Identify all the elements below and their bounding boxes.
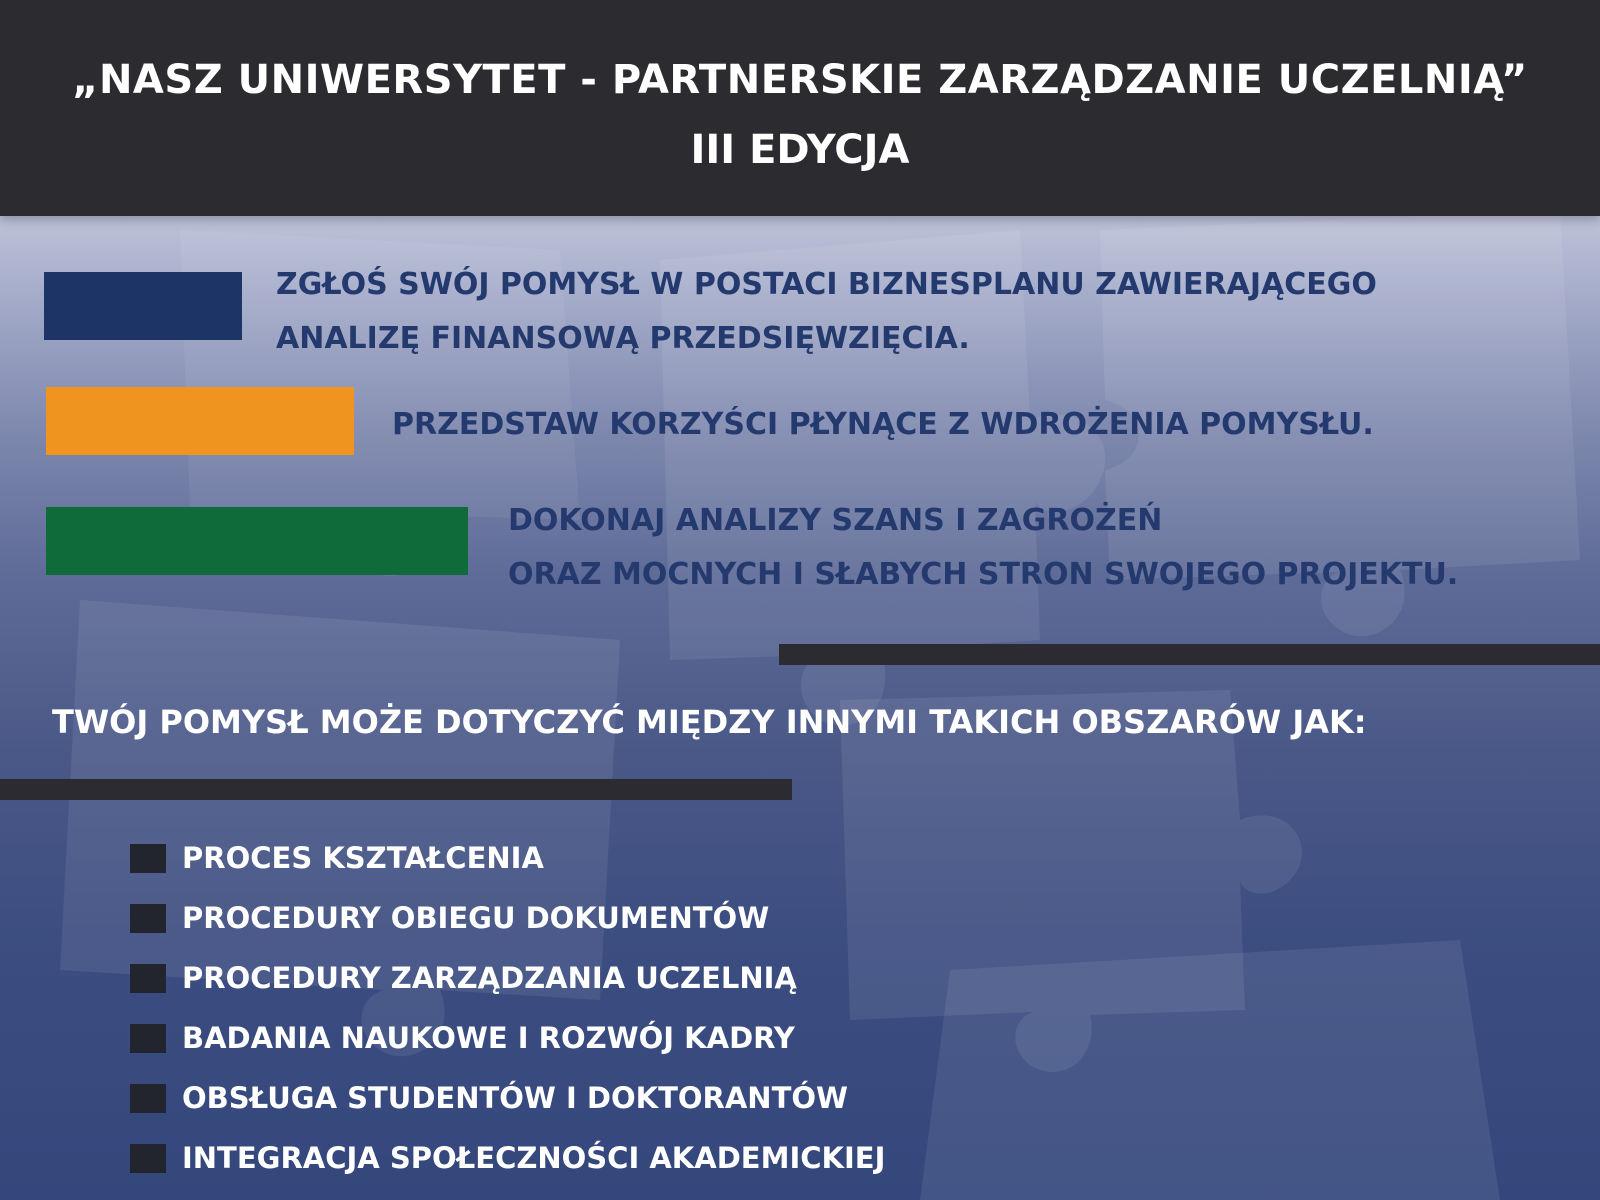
area-label: PROCES KSZTAŁCENIA: [182, 841, 544, 875]
square-bullet-icon: [130, 1084, 166, 1113]
step-1-text: [276, 258, 1377, 366]
header-banner: [0, 0, 1600, 216]
step-3-bar: [46, 507, 468, 575]
edition-label: III EDYCJA: [690, 127, 910, 173]
areas-list: [130, 828, 885, 1188]
list-item: [130, 1008, 885, 1068]
list-item: [130, 1128, 885, 1188]
area-label: INTEGRACJA SPOŁECZNOŚCI AKADEMICKIEJ: [182, 1141, 886, 1175]
puzzle-piece-icon: [920, 940, 1500, 1200]
area-label: BADANIA NAUKOWE I ROZWÓJ KADRY: [182, 1021, 795, 1055]
step-1-line-2: ANALIZĘ FINANSOWĄ PRZEDSIĘWZIĘCIA.: [276, 321, 970, 356]
step-1-bar: [44, 272, 242, 340]
areas-heading: TWÓJ POMYSŁ MOŻE DOTYCZYĆ MIĘDZY INNYMI TAKICH OBSZARÓW JAK:: [52, 703, 1367, 741]
area-label: PROCEDURY ZARZĄDZANIA UCZELNIĄ: [182, 961, 797, 995]
list-item: [130, 1068, 885, 1128]
step-2-bar: [46, 387, 354, 455]
step-3-line-2: ORAZ MOCNYCH I SŁABYCH STRON SWOJEGO PROJEKTU.: [508, 557, 1459, 592]
area-label: OBSŁUGA STUDENTÓW I DOKTORANTÓW: [182, 1081, 848, 1115]
divider-upper: [779, 644, 1600, 665]
step-1-line-1: ZGŁOŚ SWÓJ POMYSŁ W POSTACI BIZNESPLANU ZAWIERAJĄCEGO: [276, 267, 1377, 302]
list-item: [130, 948, 885, 1008]
list-item: [130, 828, 885, 888]
step-3-line-1: DOKONAJ ANALIZY SZANS I ZAGROŻEŃ: [508, 503, 1163, 538]
page-title: „NASZ UNIWERSYTET - PARTNERSKIE ZARZĄDZANIE UCZELNIĄ”: [72, 57, 1528, 103]
square-bullet-icon: [130, 904, 166, 933]
area-label: PROCEDURY OBIEGU DOKUMENTÓW: [182, 901, 770, 935]
step-2-text: [392, 398, 1374, 452]
divider-lower: [0, 779, 792, 800]
square-bullet-icon: [130, 964, 166, 993]
square-bullet-icon: [130, 1144, 166, 1173]
step-2-line-1: PRZEDSTAW KORZYŚCI PŁYNĄCE Z WDROŻENIA POMYSŁU.: [392, 407, 1374, 442]
list-item: [130, 888, 885, 948]
square-bullet-icon: [130, 1024, 166, 1053]
step-3-text: [508, 494, 1458, 602]
square-bullet-icon: [130, 844, 166, 873]
